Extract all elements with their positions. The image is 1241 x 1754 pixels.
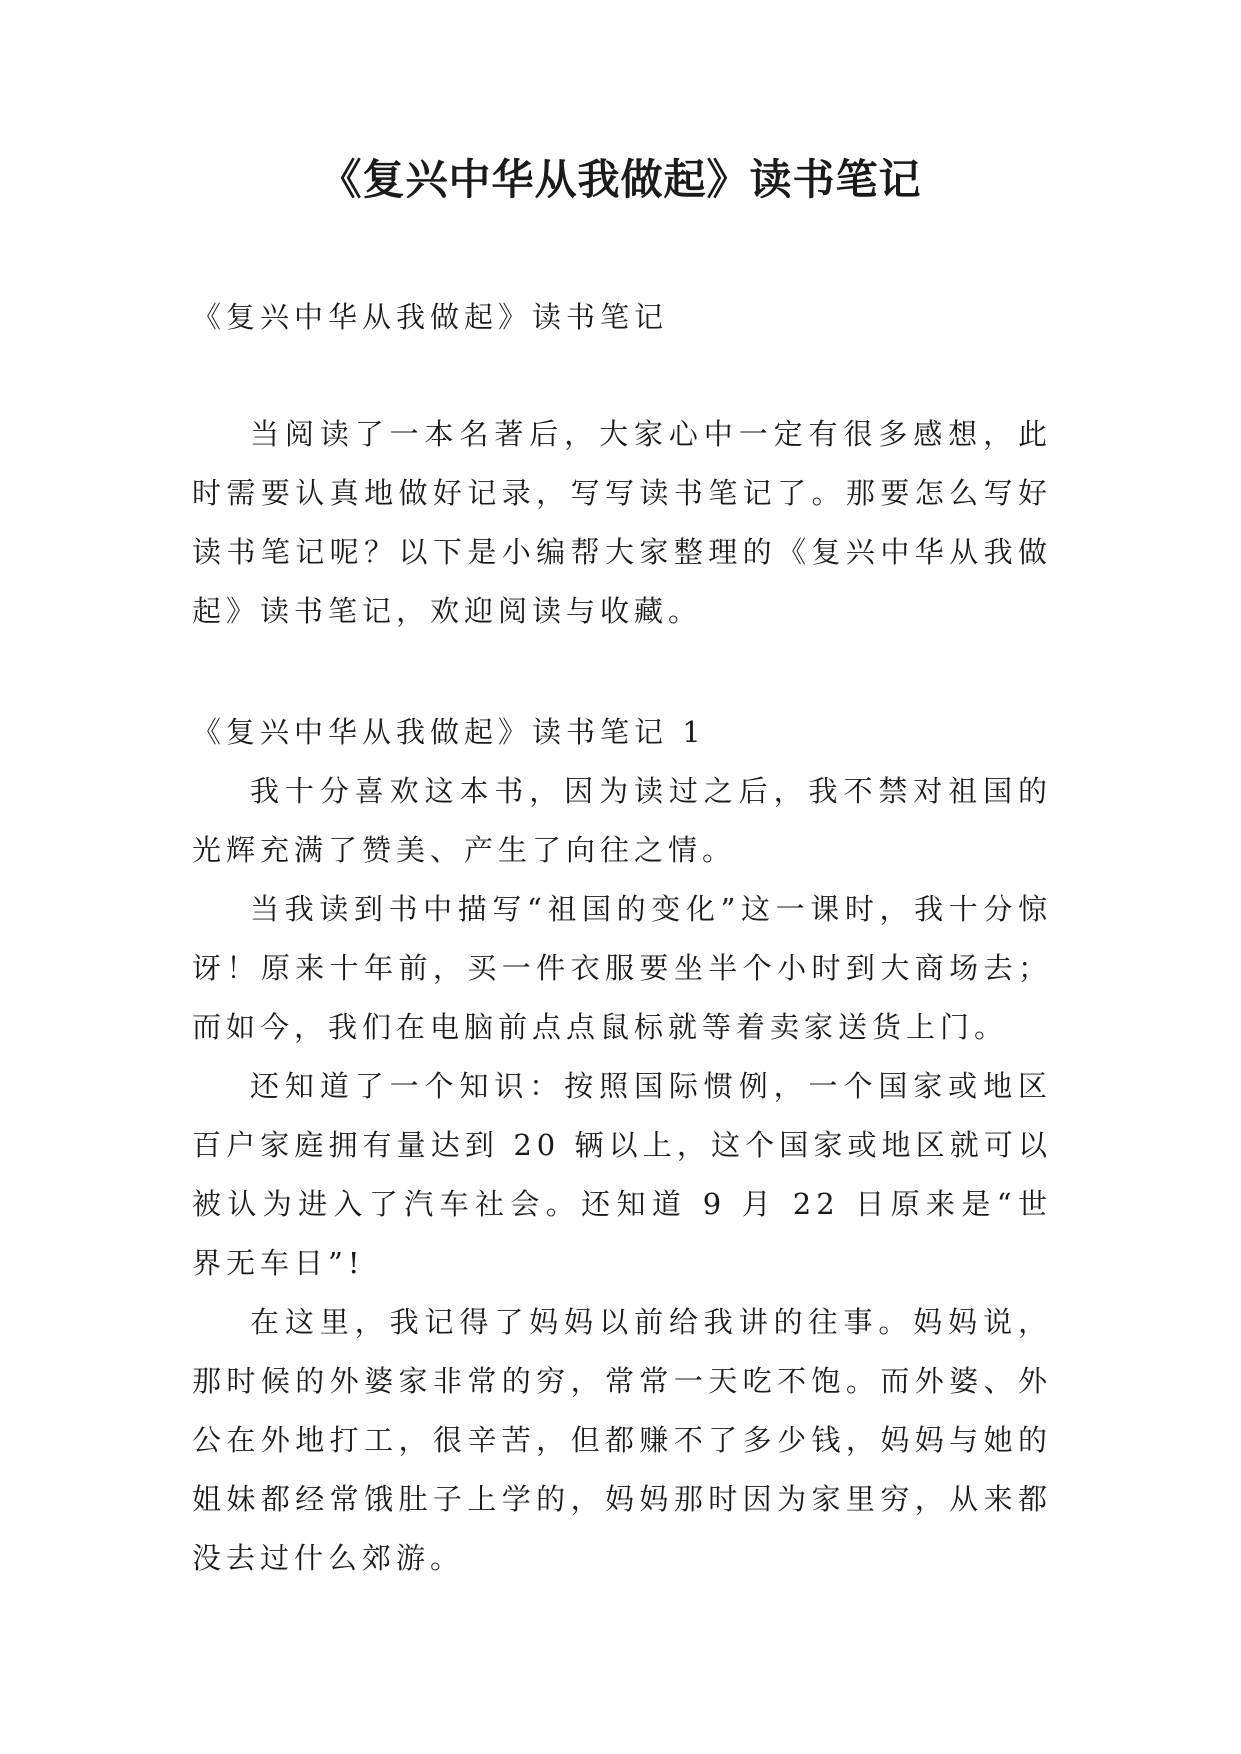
body-paragraph-3: 还知道了一个知识：按照国际惯例，一个国家或地区百户家庭拥有量达到 20 辆以上，这个国家或地区就可以被认为进入了汽车社会。还知道 9 月 22 日原来是“世界无车日”! bbox=[192, 1069, 1052, 1280]
body-paragraph-2: 当我读到书中描写“祖国的变化”这一课时，我十分惊讶！原来十年前，买一件衣服要坐半个小时到大商场去；而如今，我们在电脑前点点鼠标就等着卖家送货上门。 bbox=[192, 892, 1052, 1044]
body-paragraph-1: 我十分喜欢这本书，因为读过之后，我不禁对祖国的光辉充满了赞美、产生了向往之情。 bbox=[192, 774, 1052, 867]
section-heading: 《复兴中华从我做起》读书笔记 1 bbox=[192, 715, 706, 749]
body-paragraph-4: 在这里，我记得了妈妈以前给我讲的往事。妈妈说，那时候的外婆家非常的穷，常常一天吃不饱。而外婆、外公在外地打工，很辛苦，但都赚不了多少钱，妈妈与她的姐妹都经常饿肚子上学的，妈妈那时因为家里穷，从来都没去过什么郊游。 bbox=[192, 1305, 1052, 1575]
document-subtitle: 《复兴中华从我做起》读书笔记 bbox=[192, 300, 669, 334]
intro-paragraph: 当阅读了一本名著后，大家心中一定有很多感想，此时需要认真地做好记录，写写读书笔记了。那要怎么写好读书笔记呢？以下是小编帮大家整理的《复兴中华从我做起》读书笔记，欢迎阅读与收藏。 bbox=[192, 417, 1052, 628]
document-body bbox=[192, 288, 1052, 1588]
spacer bbox=[192, 641, 1052, 703]
spacer bbox=[192, 347, 1052, 405]
document-title: 《复兴中华从我做起》读书笔记 bbox=[319, 155, 922, 204]
